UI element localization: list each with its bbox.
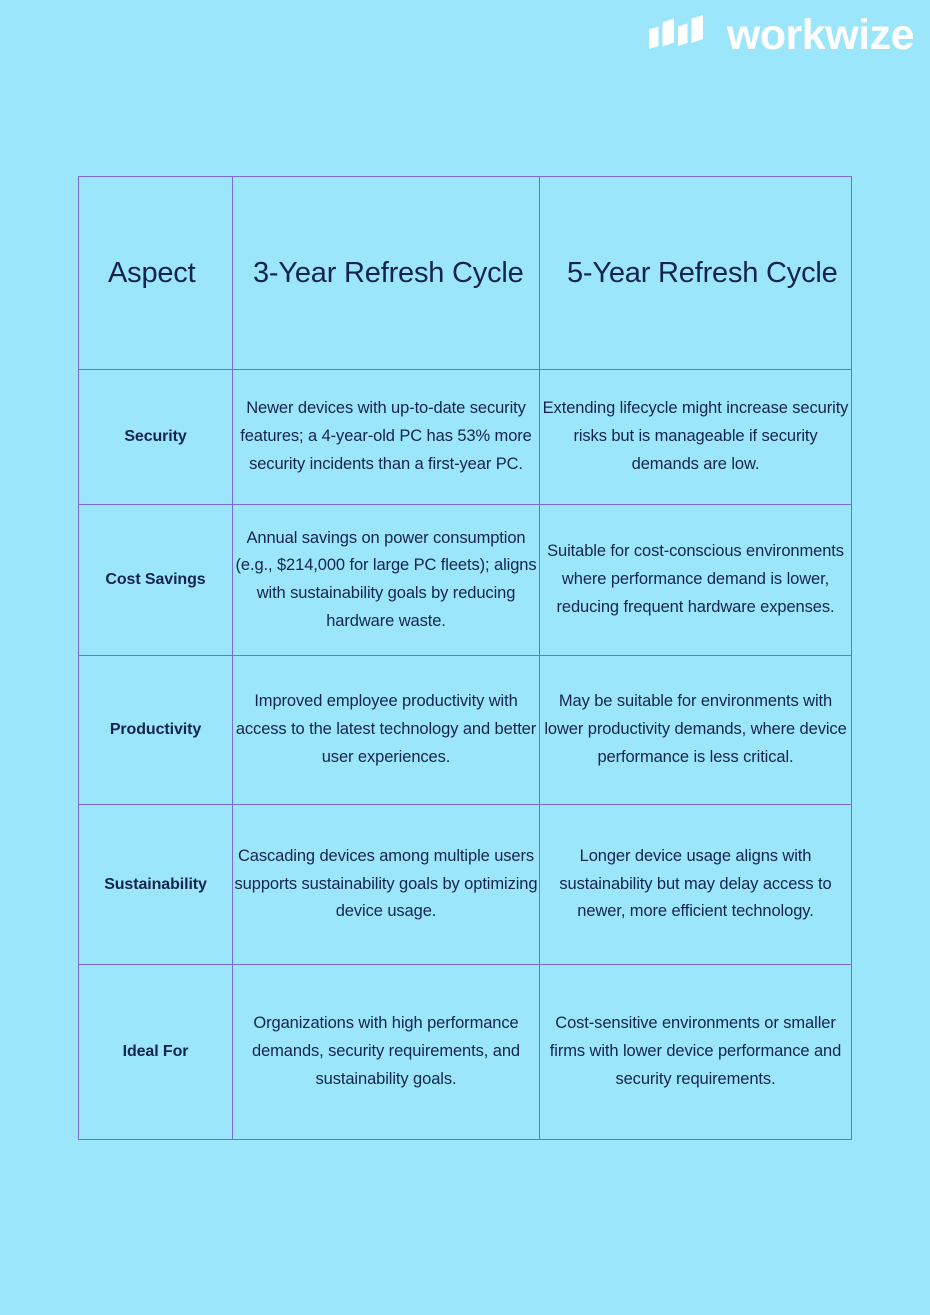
column-header-aspect-label: Aspect: [108, 256, 196, 289]
row-label-cost-savings: Cost Savings: [79, 505, 233, 656]
table-row: [79, 965, 852, 1140]
table-row: [79, 805, 852, 965]
row-label-productivity: Productivity: [79, 656, 233, 805]
row-label-ideal-for: Ideal For: [79, 965, 233, 1140]
cell-productivity-five-year: May be suitable for environments with lower productivity demands, where device performance is less critical.: [540, 656, 852, 805]
table-row: [79, 656, 852, 805]
workwize-logo-lockup: [647, 11, 914, 59]
cell-security-five-year: Extending lifecycle might increase security risks but is manageable if security demands are low.: [540, 370, 852, 505]
cell-cost-savings-five-year: Suitable for cost-conscious environments where performance demand is lower, reducing frequent hardware expenses.: [540, 505, 852, 656]
cell-security-three-year: Newer devices with up-to-date security features; a 4-year-old PC has 53% more security incidents than a first-year PC.: [233, 370, 540, 505]
brand-header: [0, 0, 930, 90]
column-header-five-year: [540, 177, 852, 370]
table-header-row: [79, 177, 852, 370]
column-header-five-year-label: 5-Year Refresh Cycle: [567, 256, 838, 289]
column-header-three-year: [233, 177, 540, 370]
refresh-cycle-comparison-table: [78, 176, 852, 1140]
workwize-w-mark-icon: [647, 15, 713, 57]
table-row: [79, 505, 852, 656]
workwize-wordmark: workwize: [726, 11, 914, 59]
row-label-security: Security: [79, 370, 233, 505]
column-header-three-year-label: 3-Year Refresh Cycle: [253, 256, 524, 289]
cell-cost-savings-three-year: Annual savings on power consumption (e.g., $214,000 for large PC fleets); aligns with sustainability goals by reducing hardware waste.: [233, 505, 540, 656]
cell-ideal-for-five-year: Cost-sensitive environments or smaller firms with lower device performance and security requirements.: [540, 965, 852, 1140]
cell-sustainability-three-year: Cascading devices among multiple users supports sustainability goals by optimizing device usage.: [233, 805, 540, 965]
column-header-aspect: [79, 177, 233, 370]
row-label-sustainability: Sustainability: [79, 805, 233, 965]
table-row: [79, 370, 852, 505]
cell-ideal-for-three-year: Organizations with high performance demands, security requirements, and sustainability goals.: [233, 965, 540, 1140]
cell-sustainability-five-year: Longer device usage aligns with sustainability but may delay access to newer, more efficient technology.: [540, 805, 852, 965]
cell-productivity-three-year: Improved employee productivity with access to the latest technology and better user experiences.: [233, 656, 540, 805]
